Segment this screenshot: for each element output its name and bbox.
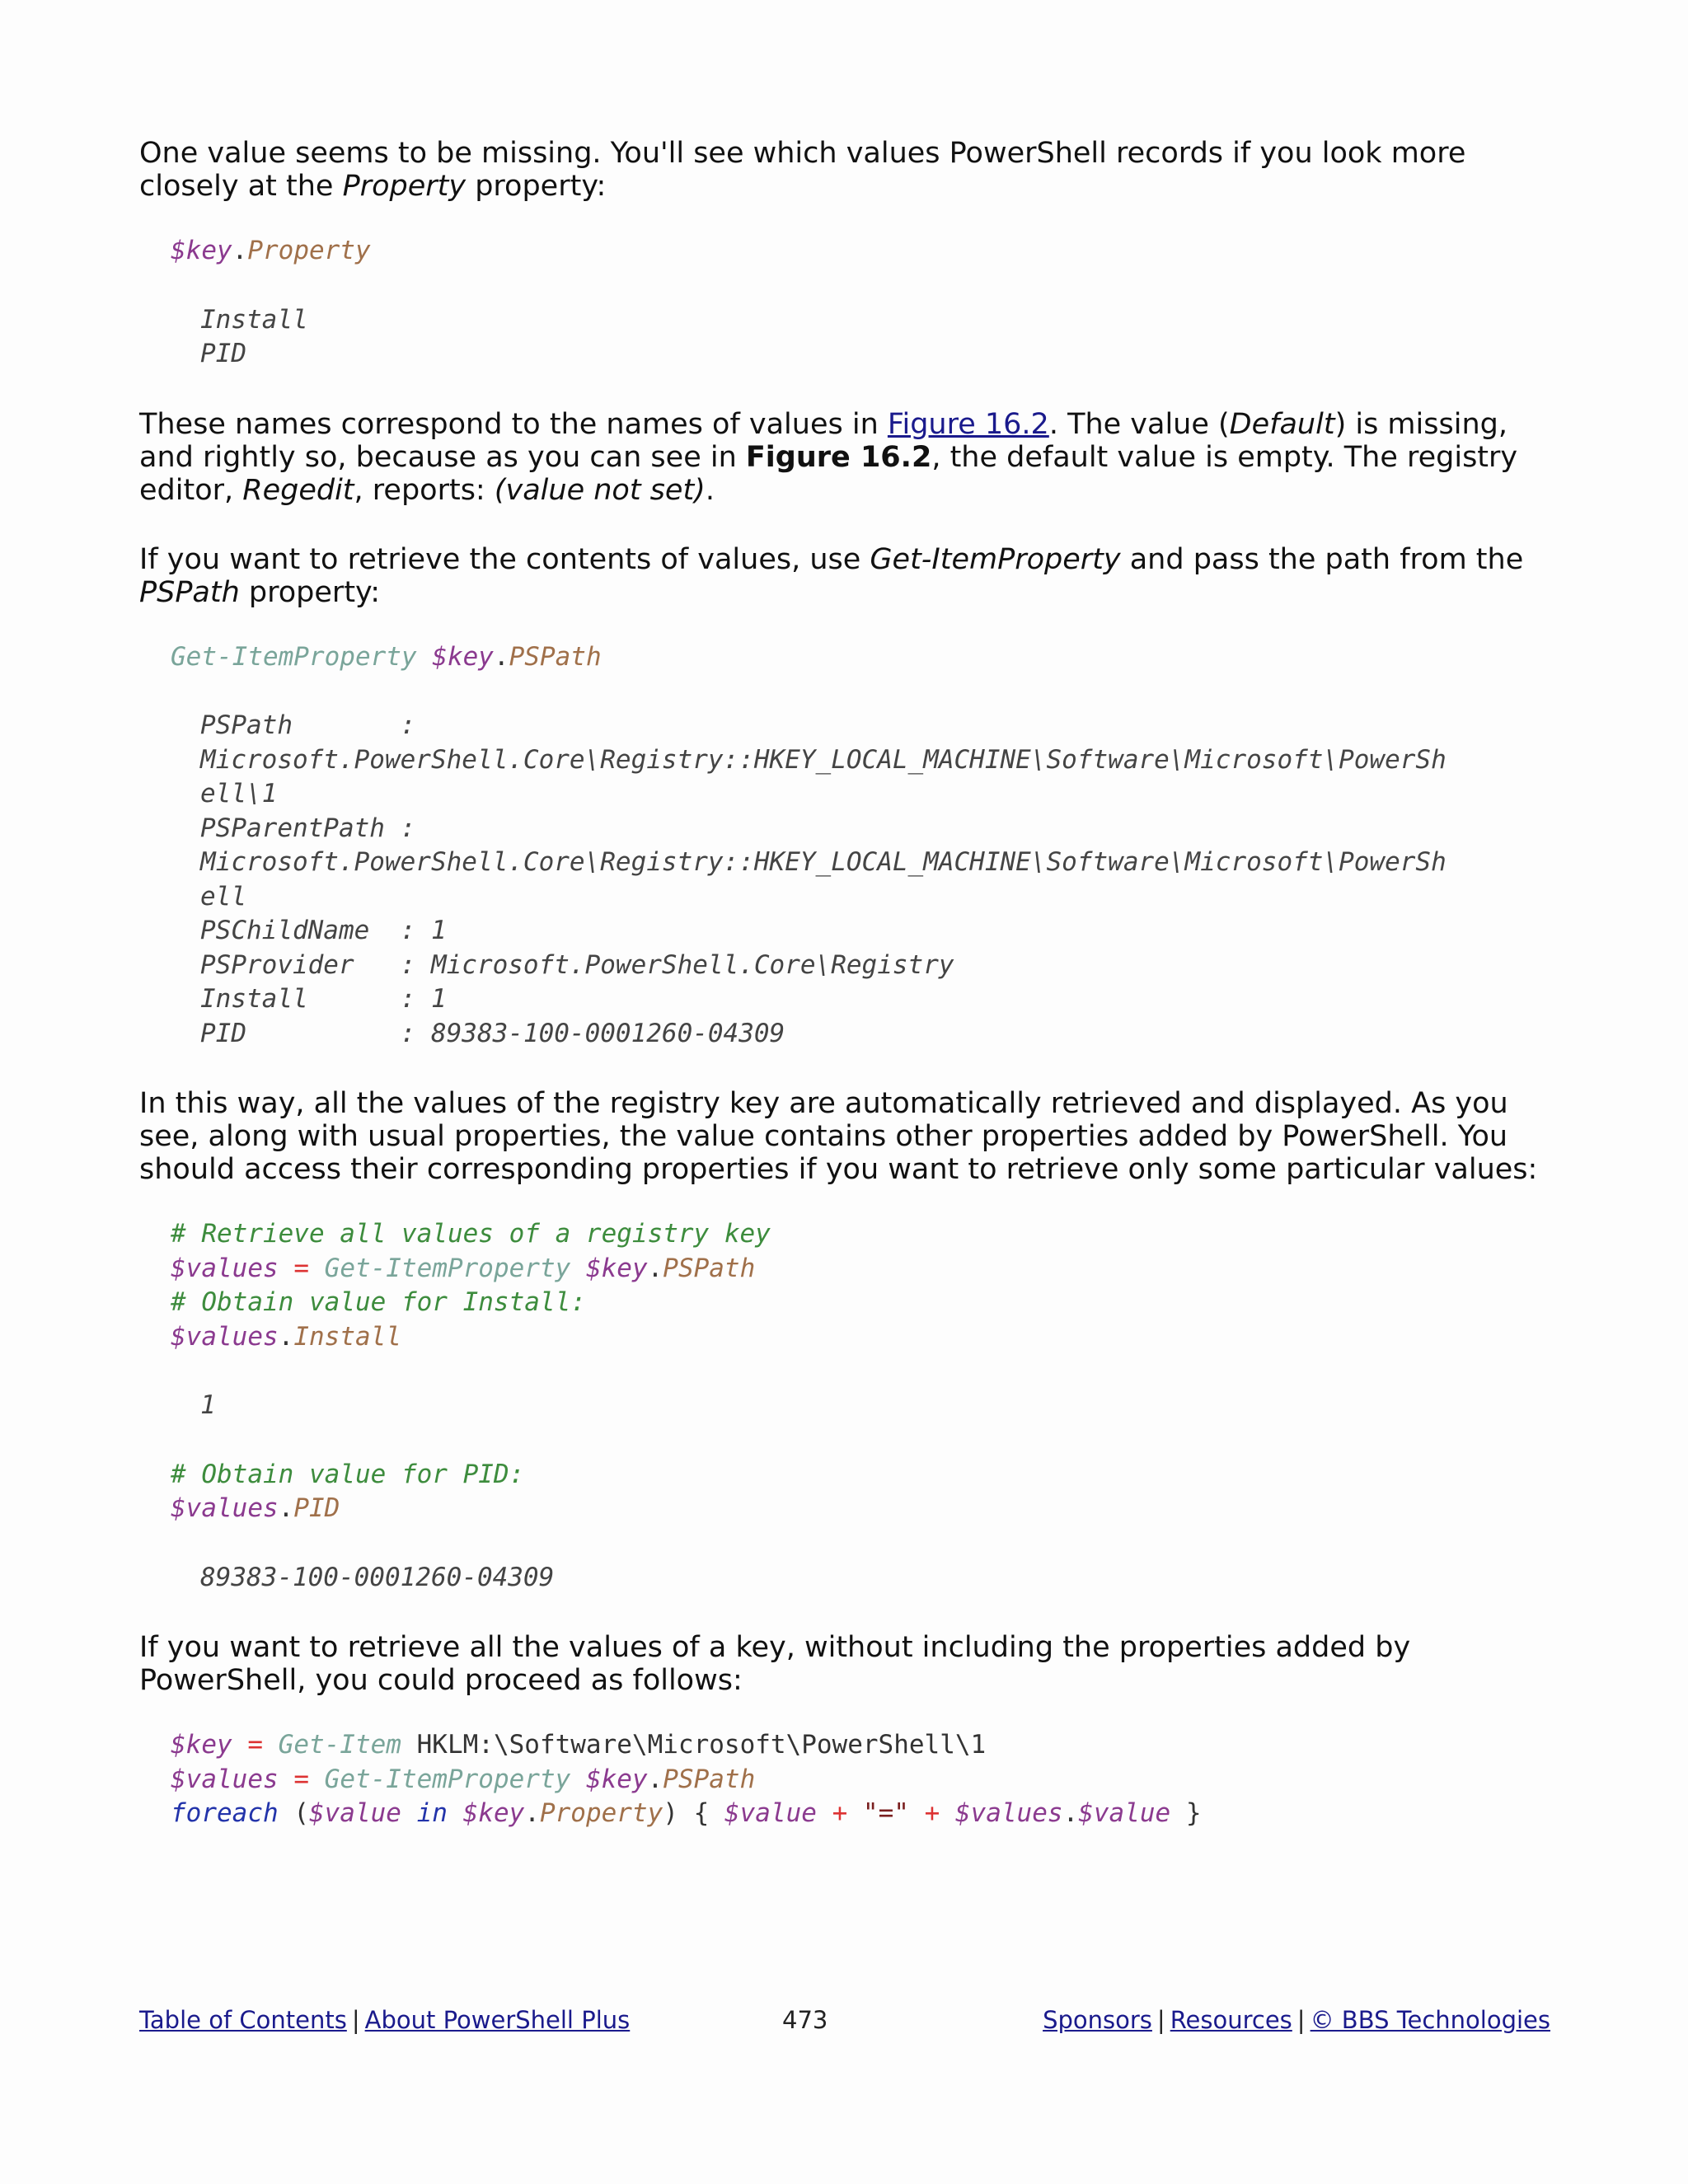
output-pid bbox=[200, 1561, 1550, 1596]
emphasis: PSPath bbox=[139, 575, 240, 609]
code-property: PSPath bbox=[663, 1764, 756, 1794]
output-line: 1 bbox=[200, 1390, 216, 1420]
code-comment: # Obtain value for Install: bbox=[171, 1287, 586, 1317]
output-line: ell bbox=[200, 881, 246, 912]
code-dot: . bbox=[278, 1321, 294, 1352]
footer-separator: | bbox=[351, 2006, 360, 2034]
footer-right bbox=[1043, 2006, 1550, 2034]
output-block-property bbox=[200, 303, 1550, 372]
code-variable: $values bbox=[171, 1253, 279, 1283]
code-operator: = bbox=[278, 1253, 325, 1283]
output-line: 89383-100-0001260-04309 bbox=[200, 1562, 555, 1592]
output-block-get-itemproperty bbox=[200, 709, 1550, 1051]
code-cmdlet: Get-Item bbox=[278, 1730, 401, 1760]
text: property: bbox=[239, 575, 380, 609]
code-comment: # Retrieve all values of a registry key bbox=[171, 1219, 771, 1249]
code-variable: $values bbox=[171, 1764, 279, 1794]
code-property: Property bbox=[247, 236, 371, 265]
code-variable: $value bbox=[724, 1798, 817, 1828]
document-page bbox=[139, 137, 1550, 1866]
text: These names correspond to the names of values in bbox=[139, 407, 888, 441]
about-powershell-plus-link[interactable]: About PowerShell Plus bbox=[364, 2006, 631, 2034]
code-operator: + bbox=[908, 1798, 955, 1828]
code-cmdlet: Get-ItemProperty bbox=[171, 641, 417, 672]
text: ) is missing, and rightly so, because as you can see in bbox=[139, 407, 1507, 474]
text: One value seems to be missing. You'll see which values PowerShell records if you look more closely at the bbox=[139, 137, 1466, 203]
code-variable: $key bbox=[585, 1764, 648, 1794]
code-variable: $values bbox=[171, 1493, 279, 1523]
code-dot: . bbox=[1062, 1798, 1079, 1828]
output-install bbox=[200, 1389, 1550, 1423]
output-line: PSPath : bbox=[200, 710, 416, 740]
code-block-values bbox=[171, 1217, 1550, 1354]
code-path: HKLM:\Software\Microsoft\PowerShell\1 bbox=[401, 1730, 987, 1760]
emphasis: Regedit bbox=[242, 473, 354, 507]
code-cmdlet: Get-ItemProperty bbox=[324, 1764, 571, 1794]
code-block-property bbox=[171, 234, 1550, 269]
footer-separator: | bbox=[1296, 2006, 1306, 2034]
code-punct: } bbox=[1170, 1798, 1202, 1828]
code-block-get-itemproperty bbox=[171, 640, 1550, 675]
code-variable: $value bbox=[308, 1798, 401, 1828]
paragraph-names bbox=[139, 408, 1550, 507]
code-operator: + bbox=[816, 1798, 863, 1828]
code-keyword: foreach bbox=[171, 1798, 279, 1828]
text: If you want to retrieve the contents of values, use bbox=[139, 542, 870, 576]
code-dot: . bbox=[524, 1798, 540, 1828]
footer-separator: | bbox=[1156, 2006, 1165, 2034]
footer-left bbox=[139, 2006, 630, 2034]
output-line: PID bbox=[200, 339, 246, 368]
output-line: PSParentPath : bbox=[200, 813, 416, 843]
code-property: PID bbox=[293, 1493, 340, 1523]
text: , the default value is empty. The registry editor, bbox=[139, 440, 1518, 507]
code-variable: $key bbox=[171, 1730, 232, 1760]
code-keyword: in bbox=[401, 1798, 463, 1828]
code-variable: $values bbox=[171, 1321, 279, 1352]
text: property: bbox=[466, 170, 607, 203]
output-line: Microsoft.PowerShell.Core\Registry::HKEY_LOCAL_MACHINE\Software\Microsoft\PowerSh bbox=[200, 744, 1447, 775]
code-variable: $key bbox=[171, 236, 232, 265]
output-line: Microsoft.PowerShell.Core\Registry::HKEY_LOCAL_MACHINE\Software\Microsoft\PowerSh bbox=[200, 847, 1447, 877]
figure-link[interactable]: Figure 16.2 bbox=[887, 407, 1049, 441]
code-variable: $key bbox=[432, 641, 494, 672]
bbs-technologies-link[interactable]: © BBS Technologies bbox=[1310, 2006, 1550, 2034]
code-block-foreach bbox=[171, 1728, 1550, 1831]
code-property: Property bbox=[539, 1798, 663, 1828]
code-variable: $key bbox=[462, 1798, 525, 1828]
code-dot: . bbox=[647, 1764, 663, 1794]
code-variable: $value bbox=[1078, 1798, 1171, 1828]
emphasis: (value not set) bbox=[494, 473, 706, 507]
text: . The value ( bbox=[1048, 407, 1230, 441]
output-line: PID : 89383-100-0001260-04309 bbox=[200, 1018, 785, 1048]
page-number: 473 bbox=[782, 2006, 828, 2034]
code-variable: $values bbox=[954, 1798, 1063, 1828]
paragraph-without-properties: If you want to retrieve all the values of a key, without including the properties added by PowerShell, you could proceed as follows: bbox=[139, 1631, 1411, 1697]
paragraph-retrieve bbox=[139, 543, 1550, 609]
code-block-pid bbox=[171, 1458, 1550, 1526]
code-punct: ( bbox=[278, 1798, 309, 1828]
code-dot: . bbox=[278, 1493, 294, 1523]
code-string: "=" bbox=[862, 1798, 909, 1828]
code-punct: ) { bbox=[663, 1798, 724, 1828]
code-dot: . bbox=[232, 236, 248, 265]
text: , reports: bbox=[354, 473, 495, 507]
code-variable: $key bbox=[585, 1253, 648, 1283]
code-operator: = bbox=[278, 1764, 325, 1794]
emphasis: Default bbox=[1229, 407, 1335, 441]
code-property: PSPath bbox=[663, 1253, 756, 1283]
sponsors-link[interactable]: Sponsors bbox=[1043, 2006, 1152, 2034]
emphasis: Get-ItemProperty bbox=[870, 542, 1121, 576]
output-line: PSChildName : 1 bbox=[200, 916, 447, 945]
paragraph-intro bbox=[139, 137, 1550, 203]
code-operator: = bbox=[232, 1730, 279, 1760]
code-cmdlet: Get-ItemProperty bbox=[324, 1253, 571, 1283]
table-of-contents-link[interactable]: Table of Contents bbox=[139, 2006, 347, 2034]
code-property: PSPath bbox=[509, 641, 602, 672]
code-dot: . bbox=[493, 641, 509, 672]
code-dot: . bbox=[647, 1253, 663, 1283]
emphasis: Property bbox=[342, 170, 467, 203]
output-line: ell\1 bbox=[200, 779, 278, 808]
paragraph-all-values: In this way, all the values of the registry key are automatically retrieved and displayed. As you see, along with usual properties, the value contains other properties added by PowerShell. You should access their corresponding properties if you want to retrieve only some particular values: bbox=[139, 1087, 1538, 1186]
bold-text: Figure 16.2 bbox=[745, 440, 932, 474]
resources-link[interactable]: Resources bbox=[1170, 2006, 1292, 2034]
code-comment: # Obtain value for PID: bbox=[171, 1459, 525, 1489]
text: . bbox=[705, 473, 715, 507]
output-line: PSProvider : Microsoft.PowerShell.Core\Registry bbox=[200, 949, 954, 980]
output-line: Install : 1 bbox=[200, 984, 447, 1014]
output-line: Install bbox=[200, 304, 308, 335]
text: and pass the path from the bbox=[1120, 542, 1524, 576]
code-property: Install bbox=[293, 1321, 401, 1352]
